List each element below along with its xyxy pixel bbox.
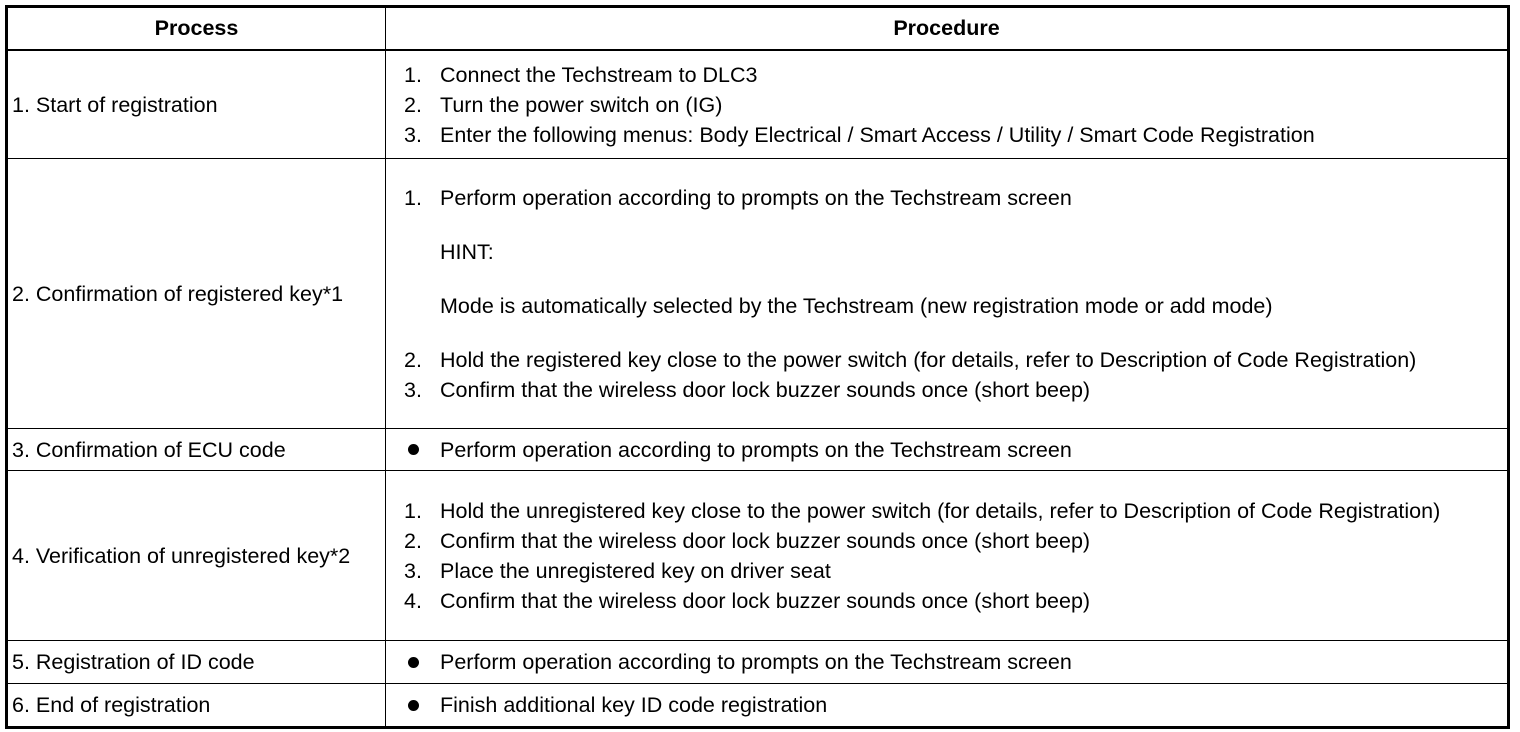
step-number: 1. xyxy=(404,498,422,523)
procedure-bullet xyxy=(404,435,1499,465)
process-cell: 4. Verification of unregistered key*2 xyxy=(7,471,386,641)
procedure-cell xyxy=(386,471,1509,641)
step-number: 3. xyxy=(404,558,422,583)
bullet-text: Perform operation according to prompts on the Techstream screen xyxy=(440,437,1072,462)
bullet-icon xyxy=(404,690,440,720)
procedure-step xyxy=(404,556,1499,586)
process-cell: 5. Registration of ID code xyxy=(7,641,386,684)
step-text: Turn the power switch on (IG) xyxy=(440,92,723,117)
process-cell: 6. End of registration xyxy=(7,684,386,728)
step-text: Confirm that the wireless door lock buzzer sounds once (short beep) xyxy=(440,377,1091,402)
step-number: 4. xyxy=(404,588,422,613)
step-number: 2. xyxy=(404,92,422,117)
table-row xyxy=(7,50,1509,159)
step-text: Confirm that the wireless door lock buzzer sounds once (short beep) xyxy=(440,588,1091,613)
step-text: Place the unregistered key on driver seat xyxy=(440,558,831,583)
step-text: Hold the registered key close to the power switch (for details, refer to Description of Code Registration) xyxy=(440,347,1417,372)
step-text: Connect the Techstream to DLC3 xyxy=(440,62,758,87)
table-row xyxy=(7,471,1509,641)
procedure-cell xyxy=(386,429,1509,471)
registration-procedure-table xyxy=(5,5,1510,729)
table-row xyxy=(7,159,1509,429)
process-cell: 2. Confirmation of registered key*1 xyxy=(7,159,386,429)
step-number: 2. xyxy=(404,347,422,372)
procedure-bullet xyxy=(404,690,1499,720)
procedure-step xyxy=(404,345,1499,375)
procedure-step xyxy=(404,526,1499,556)
bullet-text: Finish additional key ID code registration xyxy=(440,693,828,717)
step-text: Confirm that the wireless door lock buzzer sounds once (short beep) xyxy=(440,528,1091,553)
hint-text: Mode is automatically selected by the Techstream (new registration mode or add mode) xyxy=(440,293,1273,318)
procedure-cell xyxy=(386,159,1509,429)
procedure-step xyxy=(404,183,1499,213)
step-number: 3. xyxy=(404,377,422,402)
hint-label: HINT: xyxy=(440,239,494,264)
procedure-step xyxy=(404,586,1499,616)
step-text: Perform operation according to prompts on the Techstream screen xyxy=(440,185,1072,210)
bullet-icon xyxy=(404,435,440,465)
procedure-step xyxy=(404,120,1499,150)
procedure-step xyxy=(404,60,1499,90)
procedure-cell xyxy=(386,684,1509,728)
header-process: Process xyxy=(7,7,386,51)
bullet-icon xyxy=(404,647,440,677)
step-number: 1. xyxy=(404,62,422,87)
procedure-cell xyxy=(386,641,1509,684)
step-text: Enter the following menus: Body Electrical / Smart Access / Utility / Smart Code Registration xyxy=(440,122,1315,147)
process-cell: 1. Start of registration xyxy=(7,50,386,159)
header-procedure: Procedure xyxy=(386,7,1509,51)
table-row xyxy=(7,641,1509,684)
step-number: 1. xyxy=(404,185,422,210)
step-text: Hold the unregistered key close to the power switch (for details, refer to Description of Code Registration) xyxy=(440,498,1441,523)
step-number: 3. xyxy=(404,122,422,147)
table-row xyxy=(7,429,1509,471)
procedure-cell xyxy=(386,50,1509,159)
process-cell: 3. Confirmation of ECU code xyxy=(7,429,386,471)
procedure-step xyxy=(404,496,1499,526)
step-number: 2. xyxy=(404,528,422,553)
table-header-row xyxy=(7,7,1509,51)
bullet-text: Perform operation according to prompts on the Techstream screen xyxy=(440,650,1072,674)
procedure-step xyxy=(404,90,1499,120)
procedure-bullet xyxy=(404,647,1499,677)
table-row xyxy=(7,684,1509,728)
procedure-step xyxy=(404,375,1499,405)
